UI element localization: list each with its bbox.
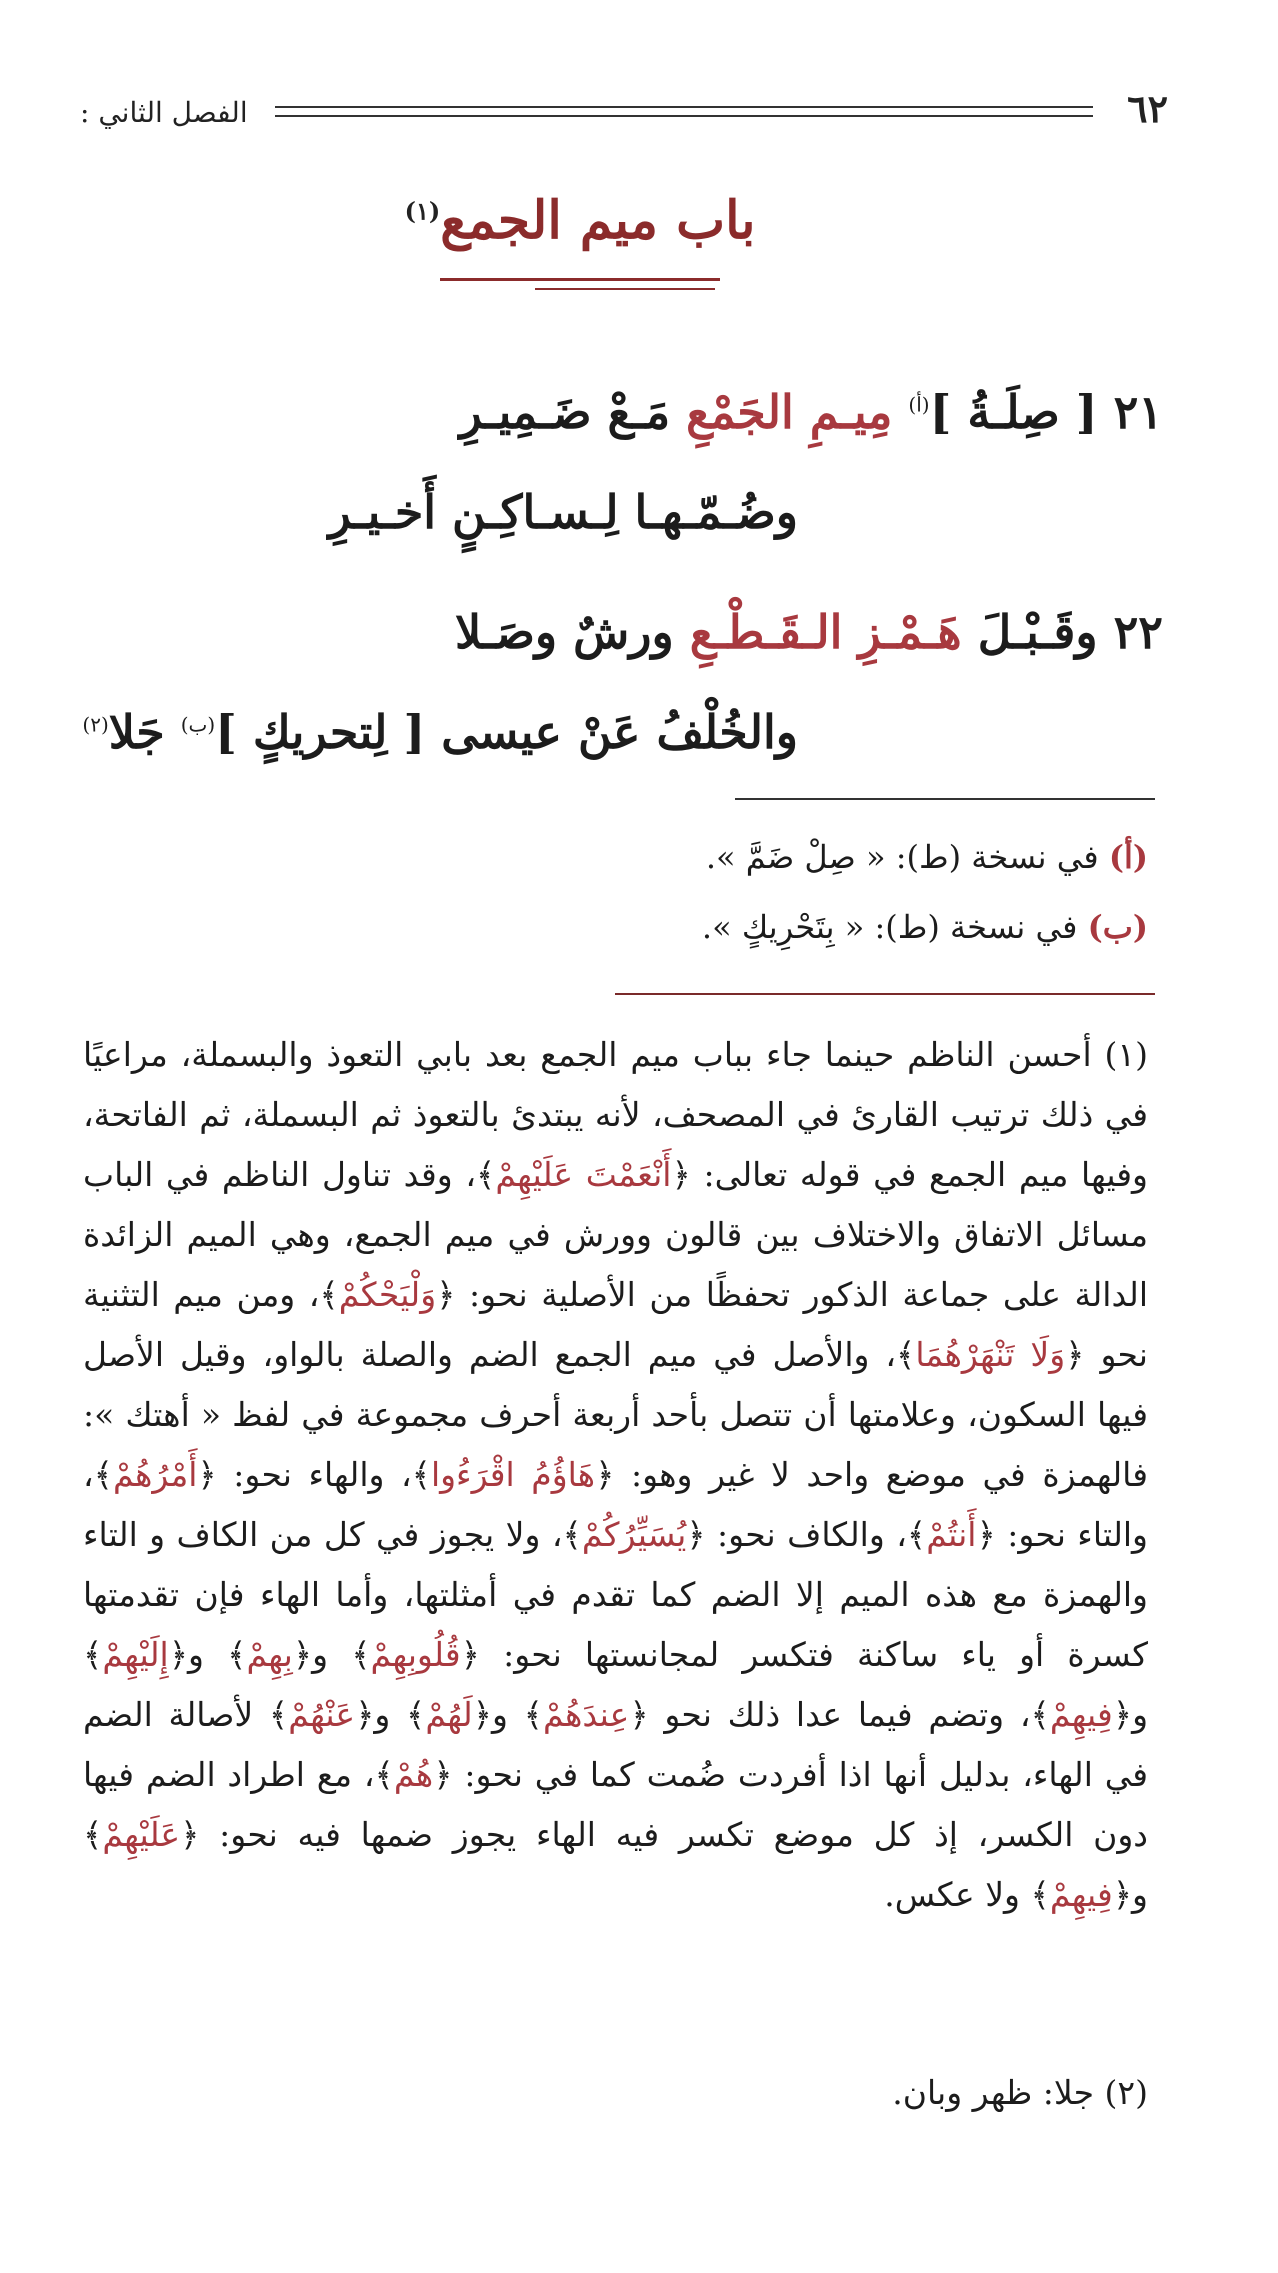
variant-mark-b: (ب) xyxy=(180,712,216,737)
header-rule xyxy=(275,106,1093,117)
quran-quote: هَاؤُمُ اقْرَءُوا xyxy=(430,1455,596,1494)
commentary-paragraph: (١) أحسن الناظم حينما جاء بباب ميم الجمع بعد بابي التعوذ والبسملة، مراعيًا في ذلك ترتيب القارئ في المصحف، لأنه يبتدئ بالتعوذ ثم البسملة، ثم الفاتحة، وفيها ميم الجمع في قوله تعالى: ﴿أَنْعَمْتَ عَلَيْهِمْ﴾، وقد تناول الناظم في الباب مسائل الاتفاق والاختلاف بين قالون وورش في ميم الجمع، وهي الميم الزائدة الدالة على جماعة الذكور تحفظًا من الأصلية نحو: ﴿وَلْيَحْكُمْ﴾، ومن ميم التثنية نحو ﴿وَلَا تَنْهَرْهُمَا﴾، والأصل في ميم الجمع الضم والصلة بالواو، وقيل الأصل فيها السكون، وعلامتها أن تتصل بأحد أربعة أحرف مجموعة في لفظ « أهتك »: فالهمزة في موضع واحد لا غير وهو: ﴿هَاؤُمُ اقْرَءُوا﴾، والهاء نحو: ﴿أَمْرُهُمْ﴾، والتاء نحو: ﴿أَنتُمْ﴾، والكاف نحو: ﴿يُسَيِّرُكُمْ﴾، ولا يجوز في كل من الكاف و التاء والهمزة مع هذه الميم إلا الضم كما تقدم في أمثلتها، وأما الهاء فإن تقدمتها كسرة أو ياء ساكنة فتكسر لمجانستها نحو: ﴿قُلُوبِهِمْ﴾ و﴿بِهِمْ﴾ و﴿إِلَيْهِمْ﴾ و﴿فِيهِمْ﴾، وتضم فيما عدا ذلك نحو ﴿عِندَهُمْ﴾ و﴿لَهُمْ﴾ و﴿عَنْهُمْ﴾ لأصالة الضم في الهاء، بدليل أنها اذا أفردت ضُمت كما في نحو: ﴿هُمْ﴾، مع اطراد الضم فيها دون الكسر، إذ كل موضع تكسر فيه الهاء يجوز ضمها فيه نحو: ﴿عَلَيْهِمْ﴾ و﴿فِيهِمْ﴾ ولا عكس. xyxy=(83,1035,1149,1914)
verse-21-first-hemistich: ٢١ [ صِلَـةُ ]$^{(أ)}$ مِيـمِ الجَمْعِ مَـعْ ضَـمِيـرِ xyxy=(459,385,1163,439)
variant-mark-a: (أ) xyxy=(908,392,930,417)
quran-quote: يُسَيِّرُكُمْ xyxy=(581,1515,687,1554)
quran-quote: لَهُمْ xyxy=(425,1695,473,1734)
section-title-wrap xyxy=(0,190,1160,251)
verse-22-second-hemistich: والخُلْفُ عَنْ عيسى [ لِتحريكٍ ]$^{(ب)}$ جَلا$^{(٢)}$ xyxy=(82,705,798,759)
quran-quote: قُلُوبِهِمْ xyxy=(370,1635,461,1674)
quran-quote: عِندَهُمْ xyxy=(542,1695,630,1734)
quran-quote: وَلْيَحْكُمْ xyxy=(338,1275,437,1314)
quran-quote: فِيهِمْ xyxy=(1049,1875,1113,1914)
running-header xyxy=(80,86,1168,132)
title-footnote-mark: (١) xyxy=(404,196,441,226)
page-number: ٦٢ xyxy=(1127,86,1168,131)
quran-quote: فِيهِمْ xyxy=(1049,1695,1113,1734)
highlighted-term: هَـمْـزِ الـقَـطْـعِ xyxy=(689,605,962,659)
chapter-title: الفصل الثاني : xyxy=(80,96,248,129)
verse-22-first-hemistich: ٢٢ وقَـبْـلَ هَـمْـزِ الـقَـطْـعِ ورشٌ وصَـلا xyxy=(454,605,1163,659)
quran-quote: عَنْهُمْ xyxy=(288,1695,356,1734)
quran-quote: وَلَا تَنْهَرْهُمَا xyxy=(915,1335,1066,1374)
footnote-number: (٢) xyxy=(1104,2073,1148,2112)
verse-number: ٢٢ xyxy=(1113,605,1163,659)
variant-notes-divider xyxy=(735,798,1155,800)
quran-quote: عَلَيْهِمْ xyxy=(102,1815,181,1854)
variant-note: (أ) في نسخة (ط): « صِلْ ضَمَّ ». xyxy=(705,838,1148,876)
variant-note: (ب) في نسخة (ط): « بِتَحْرِيكٍ ». xyxy=(701,908,1148,946)
quran-quote: أَنتُمْ xyxy=(926,1515,977,1554)
title-underline xyxy=(440,278,720,281)
quran-quote: بِهِمْ xyxy=(246,1635,293,1674)
footnote-2: (٢) جلا: ظهر وبان. xyxy=(892,2073,1148,2112)
quran-quote: هُمْ xyxy=(393,1755,434,1794)
verse-21-second-hemistich: وضُـمّـهـا لِـسـاكِـنٍ أَخـيـرِ xyxy=(328,485,798,539)
footnote-mark-2: (٢) xyxy=(82,712,109,737)
commentary-divider xyxy=(615,993,1155,995)
section-title: باب ميم الجمع$^{(١)}$ xyxy=(404,190,756,251)
quran-quote: أَنْعَمْتَ عَلَيْهِمْ xyxy=(495,1155,672,1194)
quran-quote: أَمْرُهُمْ xyxy=(113,1455,198,1494)
verse-number: ٢١ xyxy=(1113,385,1163,439)
title-underline-short xyxy=(535,288,715,290)
footnote-number: (١) xyxy=(1104,1035,1148,1074)
quran-quote: إِلَيْهِمْ xyxy=(102,1635,169,1674)
highlighted-term: مِيـمِ الجَمْعِ xyxy=(686,385,893,439)
